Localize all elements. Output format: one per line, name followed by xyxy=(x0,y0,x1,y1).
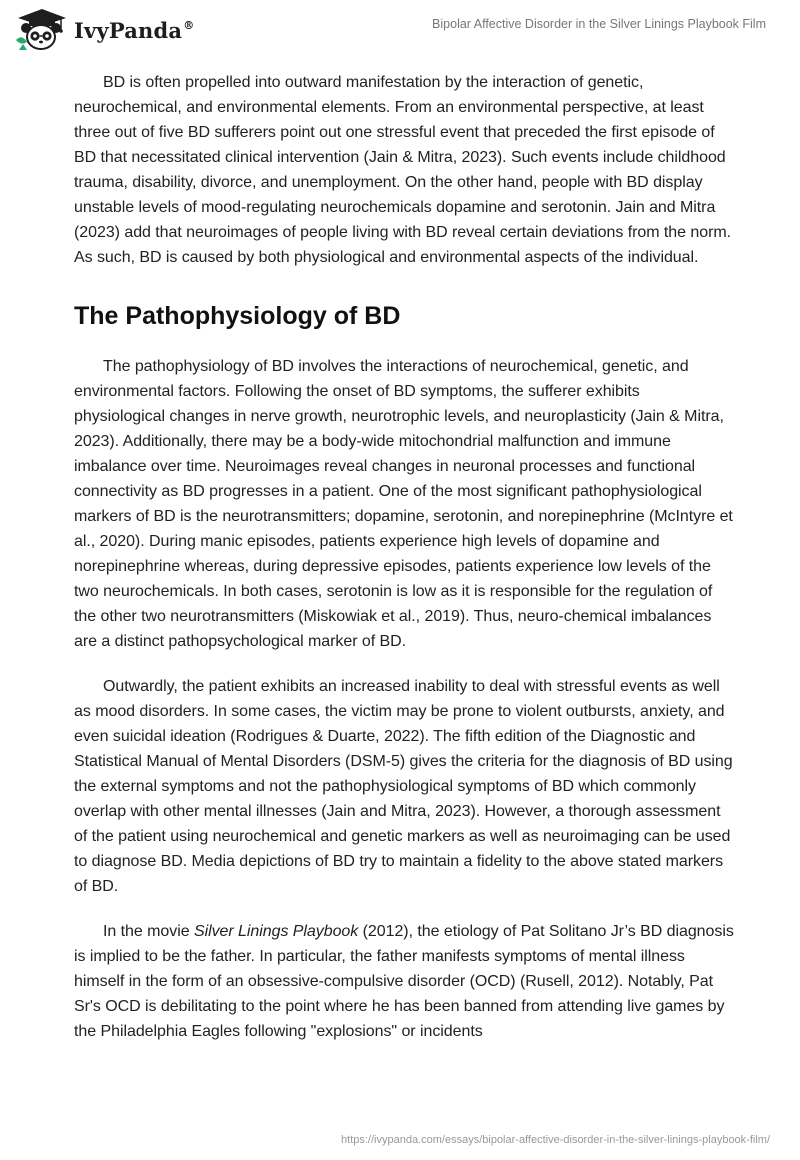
section-heading: The Pathophysiology of BD xyxy=(74,302,401,330)
paragraph-text: (2012), the etiology of Pat Solitano Jr’s BD diagnosis is implied to be the father. In particular, the father manifests symptoms of mental illness himself in the form of an obsessive-compulsive disorder (OCD) (Rusell, 2012). Notably, Pat Sr's OCD is debilitating to the point where he has been banned from attending live games by the Philadelphia Eagles following "explosions" or incidents xyxy=(74,923,734,1040)
paragraph: Outwardly, the patient exhibits an increased inability to deal with stressful events as well as mood disorders. In some cases, the victim may be prone to violent outbursts, anxiety, and even suicidal ideation (Rodrigues & Duarte, 2022). The fifth edition of the Diagnostic and Statistical Manual of Mental Disorders (DSM-5) gives the criteria for the diagnosis of BD using the external symptoms and not the pathophysiological symptoms of BD which commonly overlap with other mental illnesses (Jain and Mitra, 2023). However, a thorough assessment of the patient using neurochemical and genetic markers as well as neuroimaging can be used to diagnose BD. Media depictions of BD try to maintain a fidelity to the above stated markers of BD. xyxy=(74,678,733,895)
panda-graduate-icon xyxy=(12,6,68,54)
paragraph: The pathophysiology of BD involves the interactions of neurochemical, genetic, and environmental factors. Following the onset of BD symptoms, the sufferer exhibits physiological changes in nerve growth, neurotrophic levels, and neuroplasticity (Jain & Mitra, 2023). Additionally, there may be a body-wide mitochondrial malfunction and immune imbalance over time. Neuroimages reveal changes in neuronal processes and functional connectivity as BD progresses in a patient. One of the most significant pathophysiological markers of BD is the neurotransmitters; dopamine, serotonin, and norepinephrine (McIntyre et al., 2020). During manic episodes, patients experience high levels of dopamine and norepinephrine whereas, during depressive episodes, patients experience low levels of the two neurochemicals. In both cases, serotonin is low as it is responsible for the regulation of the other two neurotransmitters (Miskowiak et al., 2019). Thus, neuro-chemical imbalances are a distinct pathopsychological marker of BD. xyxy=(74,358,733,650)
paragraph: BD is often propelled into outward manifestation by the interaction of genetic, neurochemical, and environmental elements. From an environmental perspective, at least three out of five BD sufferers point out one stressful event that preceded the first episode of BD that necessitated clinical intervention (Jain & Mitra, 2023). Such events include childhood trauma, disability, divorce, and unemployment. On the other hand, people with BD display unstable levels of mood-regulating neurochemicals dopamine and serotonin. Jain and Mitra (2023) add that neuroimages of people living with BD reveal certain deviations from the norm. As such, BD is caused by both physiological and environmental aspects of the individual. xyxy=(74,74,732,266)
essay-body xyxy=(74,70,734,1064)
source-url[interactable]: https://ivypanda.com/essays/bipolar-affective-disorder-in-the-silver-linings-playbook-film/ xyxy=(341,1134,770,1146)
film-title: Silver Linings Playbook xyxy=(193,923,359,940)
page-header xyxy=(0,0,800,62)
paragraph xyxy=(74,919,734,1044)
registered-mark: ® xyxy=(183,18,195,32)
document-title: Bipolar Affective Disorder in the Silver Linings Playbook Film xyxy=(432,17,766,31)
ivypanda-logo[interactable] xyxy=(12,6,194,54)
paragraph-text: In the movie xyxy=(103,923,194,940)
brand-name: IvyPanda® xyxy=(74,17,195,43)
